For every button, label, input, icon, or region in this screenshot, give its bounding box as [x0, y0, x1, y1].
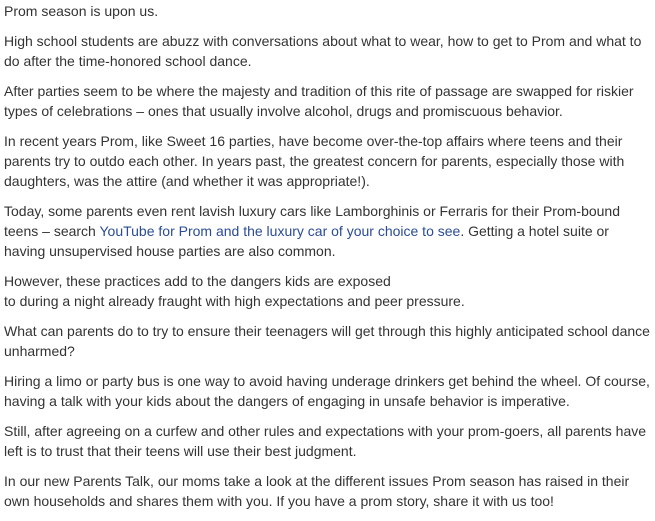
paragraph-limo: Hiring a limo or party bus is one way to avoid having underage drinkers get behind the wheel. Of course, having a talk with your kids about the dangers of engaging in unsafe behavior is imperative.	[4, 373, 650, 409]
paragraph-recent-years: In recent years Prom, like Sweet 16 parties, have become over-the-top affairs where teens and their parents try to outdo each other. In years past, the greatest concern for parents, especially those with daughters, was the attire (and whether it was appropriate!).	[4, 133, 625, 189]
dangers-line-2: to during a night already fraught with high expectations and peer pressure.	[4, 293, 465, 309]
luxury-cars-text-before: Today, some parents even rent lavish luxury cars like Lamborghinis or Ferraris for their Prom-bound teens – search	[4, 203, 620, 239]
paragraph-question: What can parents do to try to ensure their teenagers will get through this highly anticipated school dance unharmed?	[4, 323, 650, 359]
article-body	[4, 0, 652, 521]
paragraph-luxury-cars	[4, 201, 652, 261]
paragraph-intro: Prom season is upon us.	[4, 3, 159, 19]
dangers-line-1: However, these practices add to the dangers kids are exposed	[4, 273, 391, 289]
paragraph-after-parties: After parties seem to be where the majesty and tradition of this rite of passage are swapped for riskier types of celebrations – ones that usually involve alcohol, drugs and promiscuous behavior.	[4, 83, 634, 119]
paragraph-dangers	[4, 271, 652, 311]
paragraph-curfew: Still, after agreeing on a curfew and other rules and expectations with your prom-goers, all parents have left is to trust that their teens will use their best judgment.	[4, 423, 647, 459]
paragraph-parents-talk: In our new Parents Talk, our moms take a look at the different issues Prom season has raised in their own households and shares them with you. If you have a prom story, share it with us too!	[4, 473, 630, 509]
youtube-search-link[interactable]: YouTube for Prom and the luxury car of your choice to see	[99, 223, 461, 239]
luxury-cars-text-after: . Getting a hotel suite or having unsupervised house parties are also common.	[4, 223, 609, 259]
paragraph-students: High school students are abuzz with conversations about what to wear, how to get to Prom and what to do after the time-honored school dance.	[4, 33, 642, 69]
